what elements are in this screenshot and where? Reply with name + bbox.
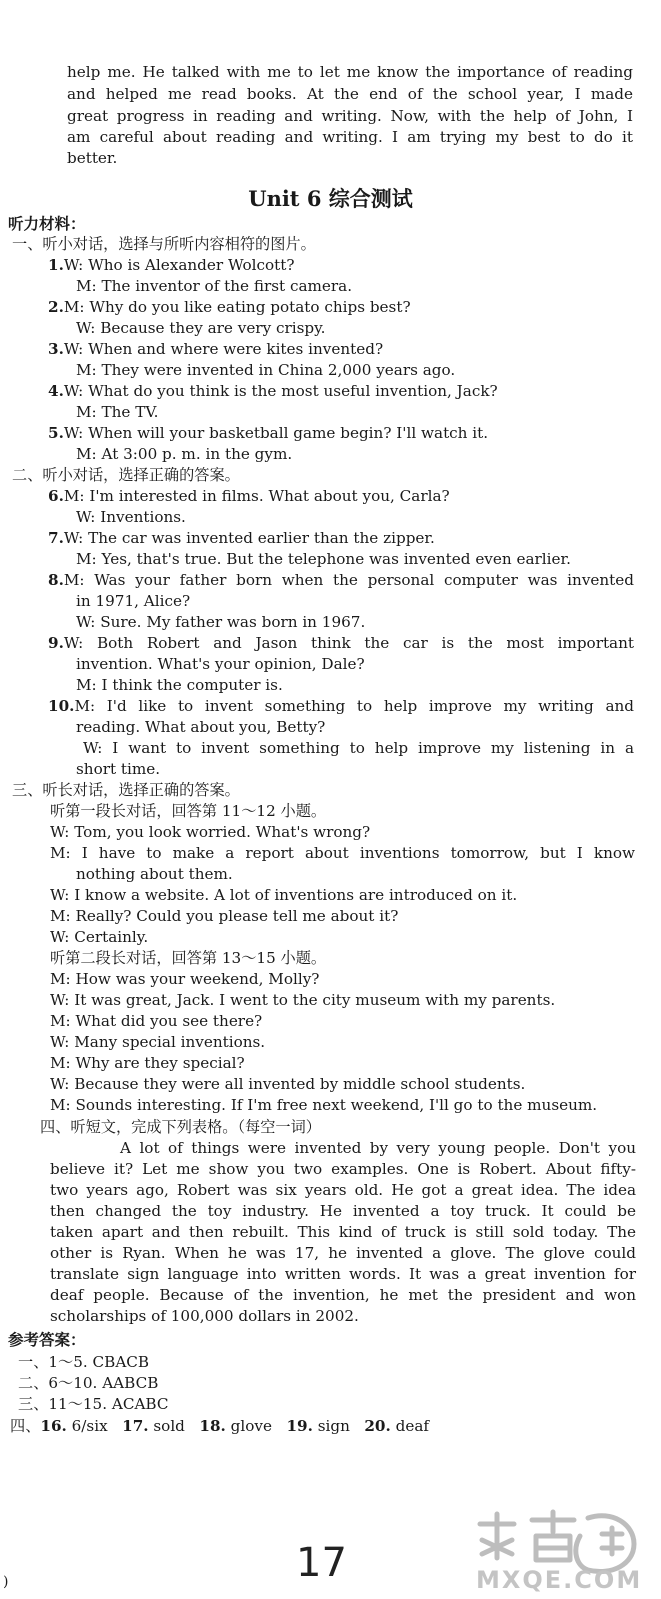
- passage-line: then changed the toy industry. He invented a toy truck. It could be: [50, 1202, 636, 1220]
- answers-heading: 参考答案：: [8, 1330, 86, 1349]
- margin-mark: ): [3, 1574, 9, 1590]
- section-heading: 三、听长对话，选择正确的答案。: [12, 781, 240, 799]
- question-number: 4.: [48, 382, 64, 400]
- dialogue-line: [48, 570, 634, 590]
- answer-text: glove: [230, 1417, 272, 1435]
- dialogue-text: M: I'm interested in films. What about you, Carla?: [63, 487, 450, 505]
- dialogue-text: W: Both Robert and Jason think the car is the most important: [63, 634, 634, 652]
- dialogue-line: [48, 633, 634, 653]
- answer-prefix: 四、: [10, 1417, 41, 1435]
- sub-heading: 听第二段长对话，回答第 13～15 小题。: [50, 949, 327, 967]
- dialogue-line: [48, 486, 450, 506]
- dialogue-line: reading. What about you, Betty?: [76, 718, 326, 736]
- answer-line: 二、6～10. AABCB: [18, 1374, 159, 1392]
- dialogue-line: M: The TV.: [76, 403, 159, 421]
- dialogue-line: M: Really? Could you please tell me about it?: [50, 907, 399, 925]
- dialogue-line: [48, 297, 411, 317]
- answer-number: 17.: [122, 1417, 149, 1435]
- intro-line: help me. He talked with me to let me know the importance of reading: [67, 63, 633, 81]
- answer-number: 19.: [286, 1417, 313, 1435]
- dialogue-text: W: When and where were kites invented?: [63, 340, 384, 358]
- dialogue-line: in 1971, Alice?: [76, 592, 191, 610]
- passage-line: two years ago, Robert was six years old. He got a great idea. The idea: [50, 1181, 636, 1199]
- question-number: 1.: [48, 256, 64, 274]
- intro-line: great progress in reading and writing. Now, with the help of John, I: [67, 107, 633, 125]
- passage-line: deaf people. Because of the invention, he met the president and won: [50, 1286, 636, 1304]
- intro-line: better.: [67, 149, 118, 167]
- dialogue-line: [48, 381, 498, 401]
- passage-line: scholarships of 100,000 dollars in 2002.: [50, 1307, 359, 1325]
- dialogue-line: nothing about them.: [76, 865, 233, 883]
- dialogue-line: W: Tom, you look worried. What's wrong?: [50, 823, 371, 841]
- dialogue-line: M: How was your weekend, Molly?: [50, 970, 320, 988]
- dialogue-line: [48, 528, 435, 548]
- watermark-logo: [466, 1506, 656, 1596]
- watermark-text: MXQE.COM: [476, 1566, 643, 1594]
- answer-number: 18.: [199, 1417, 226, 1435]
- question-number: 9.: [48, 634, 64, 652]
- intro-line: am careful about reading and writing. I am trying my best to do it: [67, 128, 633, 146]
- dialogue-line: M: Yes, that's true. But the telephone was invented even earlier.: [76, 550, 571, 568]
- section-heading: 二、听小对话，选择正确的答案。: [12, 466, 240, 484]
- dialogue-line: W: I want to invent something to help improve my listening in a: [83, 739, 634, 757]
- dialogue-line: M: Why are they special?: [50, 1054, 245, 1072]
- question-number: 6.: [48, 487, 64, 505]
- dialogue-text: W: When will your basketball game begin? I'll watch it.: [63, 424, 489, 442]
- dialogue-line: [48, 339, 383, 359]
- answer-text: 6/six: [71, 1417, 108, 1435]
- passage-line: translate sign language into written words. It was a great invention for: [50, 1265, 636, 1283]
- dialogue-line: [48, 423, 488, 443]
- dialogue-text: W: Who is Alexander Wolcott?: [63, 256, 295, 274]
- dialogue-text: W: The car was invented earlier than the zipper.: [63, 529, 435, 547]
- dialogue-line: W: Certainly.: [50, 928, 149, 946]
- section-heading: 一、听小对话，选择与所听内容相符的图片。: [12, 235, 316, 253]
- dialogue-text: M: I'd like to invent something to help improve my writing and: [74, 697, 634, 715]
- dialogue-line: M: Sounds interesting. If I'm free next weekend, I'll go to the museum.: [50, 1096, 598, 1114]
- dialogue-line: M: They were invented in China 2,000 years ago.: [76, 361, 456, 379]
- answer-line: 一、1～5. CBACB: [18, 1353, 150, 1371]
- dialogue-line: [48, 696, 634, 716]
- question-number: 3.: [48, 340, 64, 358]
- dialogue-line: invention. What's your opinion, Dale?: [76, 655, 365, 673]
- passage-line: other is Ryan. When he was 17, he invented a glove. The glove could: [50, 1244, 636, 1262]
- dialogue-line: [48, 255, 295, 275]
- dialogue-line: M: What did you see there?: [50, 1012, 263, 1030]
- page-number: 17: [296, 1540, 347, 1586]
- question-number: 5.: [48, 424, 64, 442]
- dialogue-text: M: Was your father born when the personal computer was invented: [63, 571, 634, 589]
- passage-line: believe it? Let me show you two examples. One is Robert. About fifty-: [50, 1160, 636, 1178]
- passage-line: taken apart and then rebuilt. This kind of truck is still sold today. The: [50, 1223, 636, 1241]
- answer-line: 三、11～15. ACABC: [18, 1395, 169, 1413]
- answer-number: 20.: [364, 1417, 391, 1435]
- dialogue-text: W: What do you think is the most useful invention, Jack?: [63, 382, 498, 400]
- dialogue-line: M: I think the computer is.: [76, 676, 283, 694]
- question-number: 7.: [48, 529, 64, 547]
- question-number: 8.: [48, 571, 64, 589]
- question-number: 10.: [48, 697, 75, 715]
- dialogue-line: M: I have to make a report about inventions tomorrow, but I know: [50, 844, 635, 862]
- dialogue-line: W: Because they are very crispy.: [76, 319, 326, 337]
- answer-line: [10, 1416, 429, 1436]
- dialogue-line: W: I know a website. A lot of inventions are introduced on it.: [50, 886, 518, 904]
- dialogue-line: W: It was great, Jack. I went to the city museum with my parents.: [50, 991, 556, 1009]
- answer-text: deaf: [395, 1417, 430, 1435]
- dialogue-line: W: Sure. My father was born in 1967.: [76, 613, 366, 631]
- sub-heading: 听第一段长对话，回答第 11～12 小题。: [50, 802, 327, 820]
- passage-line: A lot of things were invented by very young people. Don't you: [120, 1139, 636, 1157]
- question-number: 2.: [48, 298, 64, 316]
- dialogue-line: W: Many special inventions.: [50, 1033, 266, 1051]
- dialogue-text: M: Why do you like eating potato chips best?: [63, 298, 411, 316]
- dialogue-line: M: At 3:00 p. m. in the gym.: [76, 445, 293, 463]
- dialogue-line: short time.: [76, 760, 161, 778]
- dialogue-line: M: The inventor of the first camera.: [76, 277, 353, 295]
- answer-text: sold: [153, 1417, 185, 1435]
- answer-text: sign: [317, 1417, 350, 1435]
- section-heading: 四、听短文，完成下列表格。（每空一词）: [40, 1118, 321, 1136]
- page-title: Unit 6 综合测试: [248, 186, 413, 211]
- answer-number: 16.: [40, 1417, 67, 1435]
- listening-heading: 听力材料：: [8, 214, 86, 233]
- dialogue-line: W: Inventions.: [76, 508, 186, 526]
- dialogue-line: W: Because they were all invented by middle school students.: [50, 1075, 526, 1093]
- intro-line: and helped me read books. At the end of the school year, I made: [67, 85, 633, 103]
